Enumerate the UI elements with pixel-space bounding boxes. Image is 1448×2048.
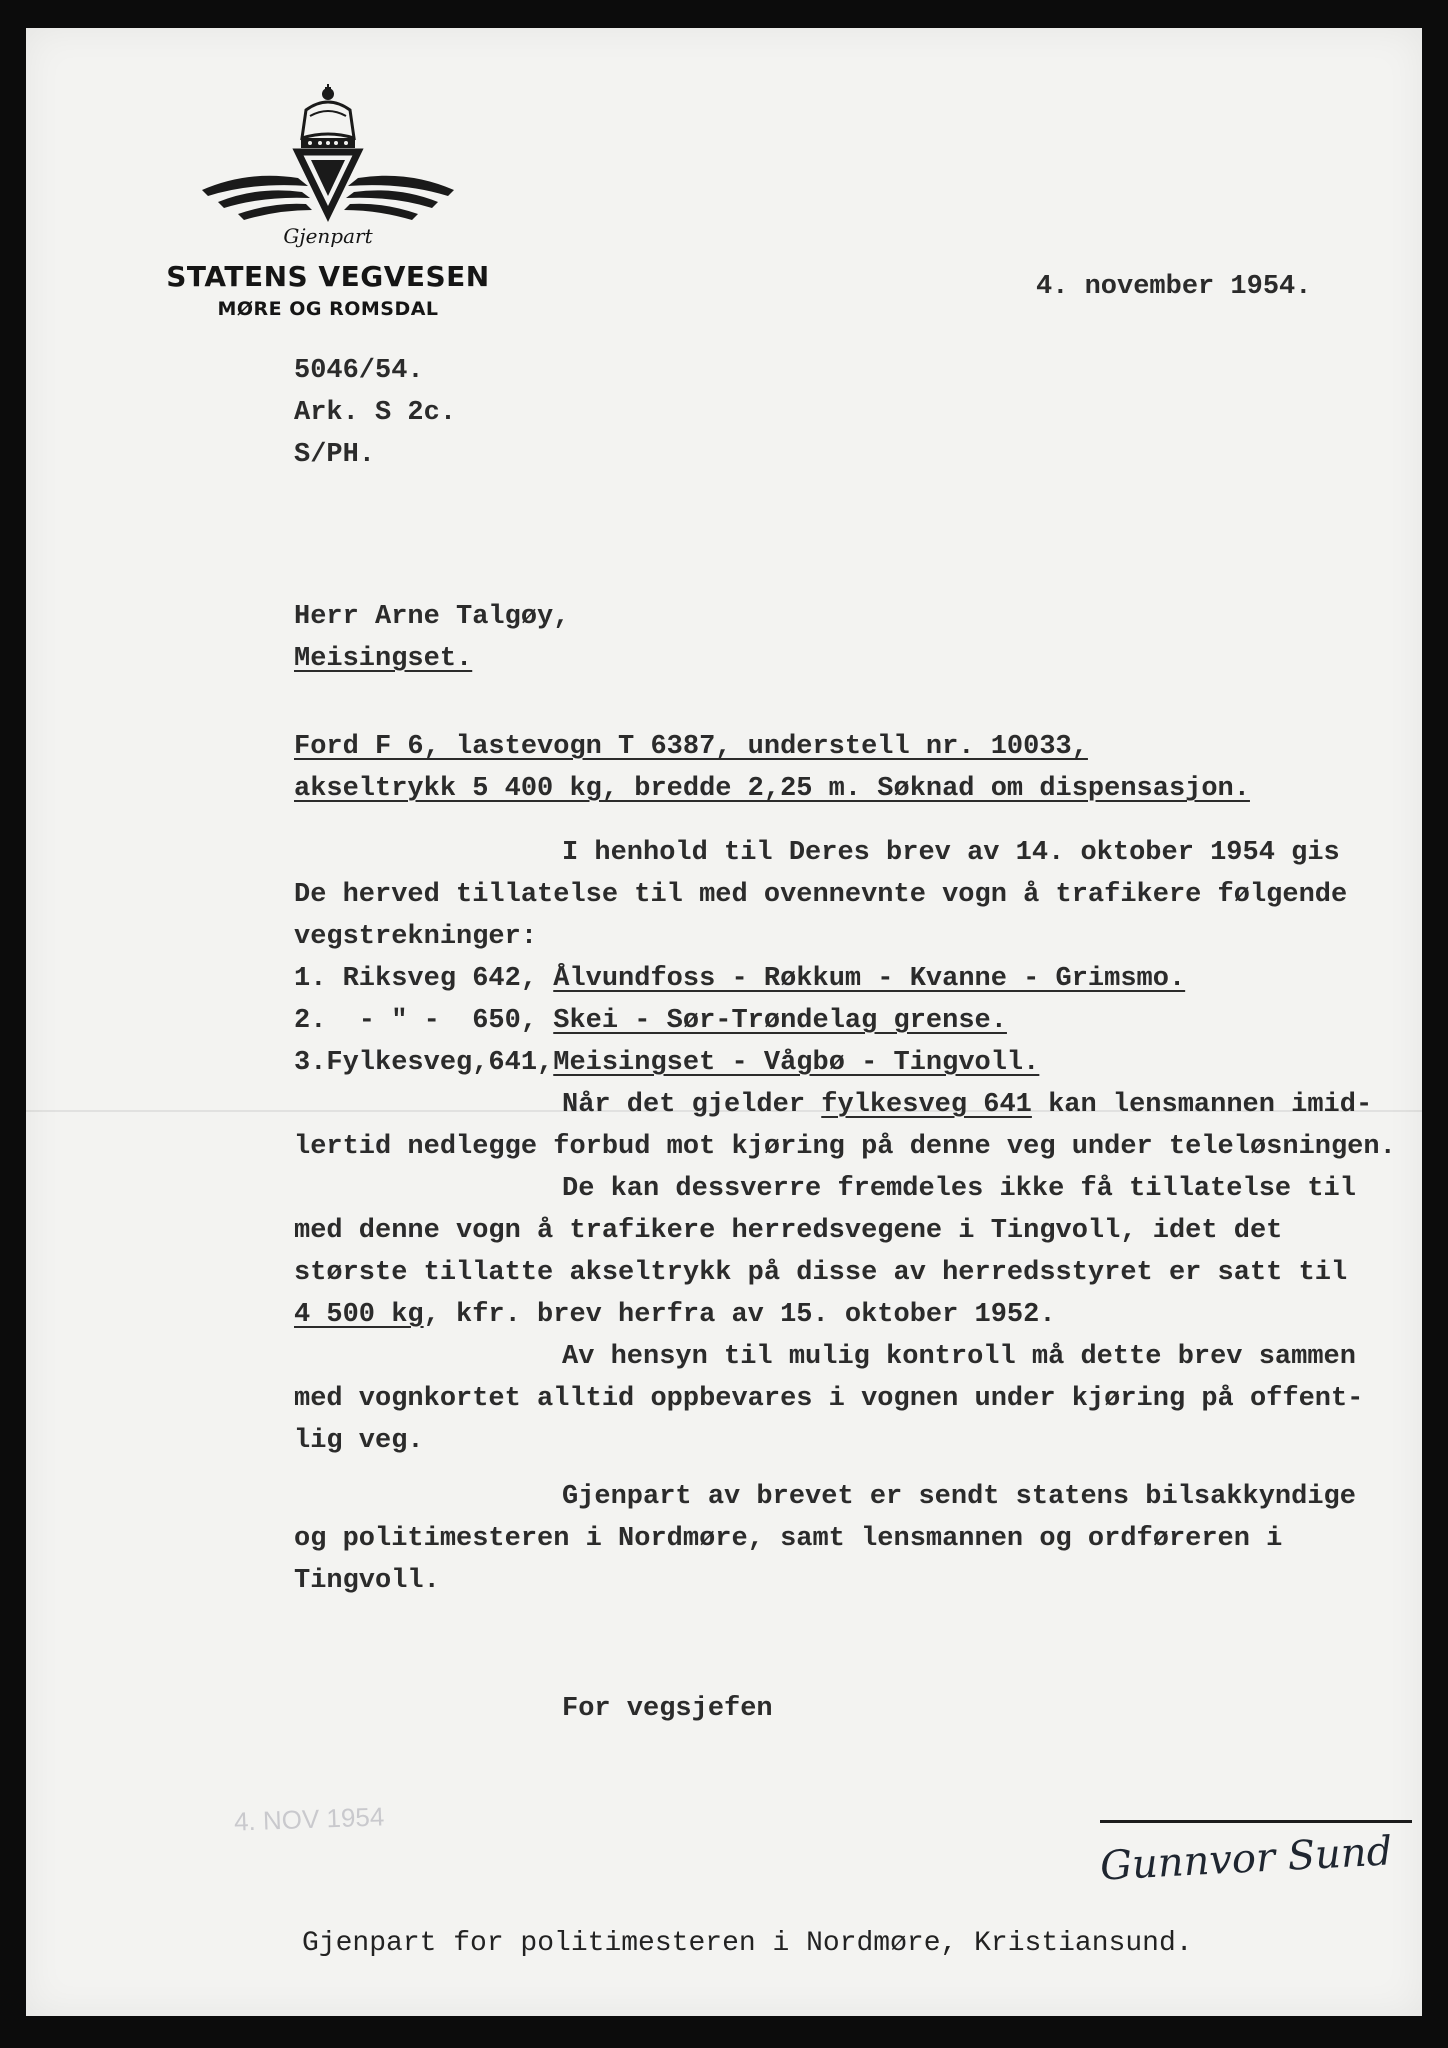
letter-page (26, 28, 1422, 2016)
copy-label: Gjenpart (283, 224, 373, 248)
body-line: med vognkortet alltid oppbevares i vognen under kjøring på offent- (294, 1384, 1364, 1414)
route-2 (294, 1008, 1007, 1035)
body-line: lertid nedlegge forbud mot kjøring på denne veg under teleløsningen. (294, 1132, 1396, 1162)
reference-number: 5046/54. (294, 356, 424, 386)
route-1 (294, 966, 1185, 993)
route-1-prefix: 1. Riksveg 642, (294, 964, 554, 994)
subject-line-2: akseltrykk 5 400 kg, bredde 2,25 m. Søknad om dispensasjon. (294, 774, 1250, 804)
recipient-place: Meisingset. (294, 644, 473, 674)
body-line: lig veg. (294, 1426, 424, 1456)
body-line: og politimesteren i Nordmøre, samt lensmannen og ordføreren i (294, 1524, 1283, 1554)
recipient-name: Herr Arne Talgøy, (294, 602, 570, 632)
body-line: største tillatte akseltrykk på disse av herredsstyret er satt til (294, 1258, 1348, 1288)
route-3-road: Meisingset - Vågbø - Tingvoll. (553, 1048, 1040, 1078)
body-line: De herved tillatelse til med ovennevnte vogn å trafikere følgende (294, 880, 1348, 910)
route-2-road: Skei - Sør-Trøndelag grense. (553, 1006, 1007, 1036)
signature: Gunnvor Sund (1098, 1828, 1394, 1890)
initials: S/PH. (294, 440, 376, 470)
body-line: Av hensyn til mulig kontroll må dette brev sammen (562, 1342, 1356, 1372)
body-line: I henhold til Deres brev av 14. oktober 1954 gis (562, 838, 1340, 868)
body-line (294, 1302, 1056, 1329)
archive-code: Ark. S 2c. (294, 398, 457, 428)
body-line: Tingvoll. (294, 1566, 440, 1596)
subject-line-1: Ford F 6, lastevogn T 6387, understell nr. 10033, (294, 732, 1088, 762)
route-1-road: Ålvundfoss - Røkkum - Kvanne - Grimsmo. (553, 964, 1186, 994)
route-3 (294, 1050, 1039, 1077)
body-line: med denne vogn å trafikere herredsvegene i Tingvoll, idet det (294, 1216, 1283, 1246)
agency-name: STATENS VEGVESEN (166, 260, 490, 293)
body-text: Når det gjelder (562, 1090, 822, 1120)
route-3-prefix: 3.Fylkesveg,641, (294, 1048, 554, 1078)
closing: For vegsjefen (562, 1694, 773, 1724)
body-line: De kan dessverre fremdeles ikke få tillatelse til (562, 1174, 1356, 1204)
region-name: MØRE OG ROMSDAL (217, 298, 439, 320)
weight-limit: 4 500 kg (294, 1300, 424, 1330)
body-line (562, 1092, 1372, 1119)
body-line: Gjenpart av brevet er sendt statens bilsakkyndige (562, 1482, 1356, 1512)
route-2-prefix: 2. - " - 650, (294, 1006, 554, 1036)
body-text: , kfr. brev herfra av 15. oktober 1952. (423, 1300, 1056, 1330)
received-stamp: 4. NOV 1954 (233, 1801, 385, 1837)
footer-copy-note: Gjenpart for politimesteren i Nordmøre, Kristiansund. (302, 1928, 1193, 1959)
signature-line (1100, 1820, 1412, 1823)
letter-date: 4. november 1954. (1036, 272, 1312, 302)
body-text: kan lensmannen imid- (1031, 1090, 1373, 1120)
road-reference: fylkesveg 641 (821, 1090, 1032, 1120)
body-line: vegstrekninger: (294, 922, 538, 952)
